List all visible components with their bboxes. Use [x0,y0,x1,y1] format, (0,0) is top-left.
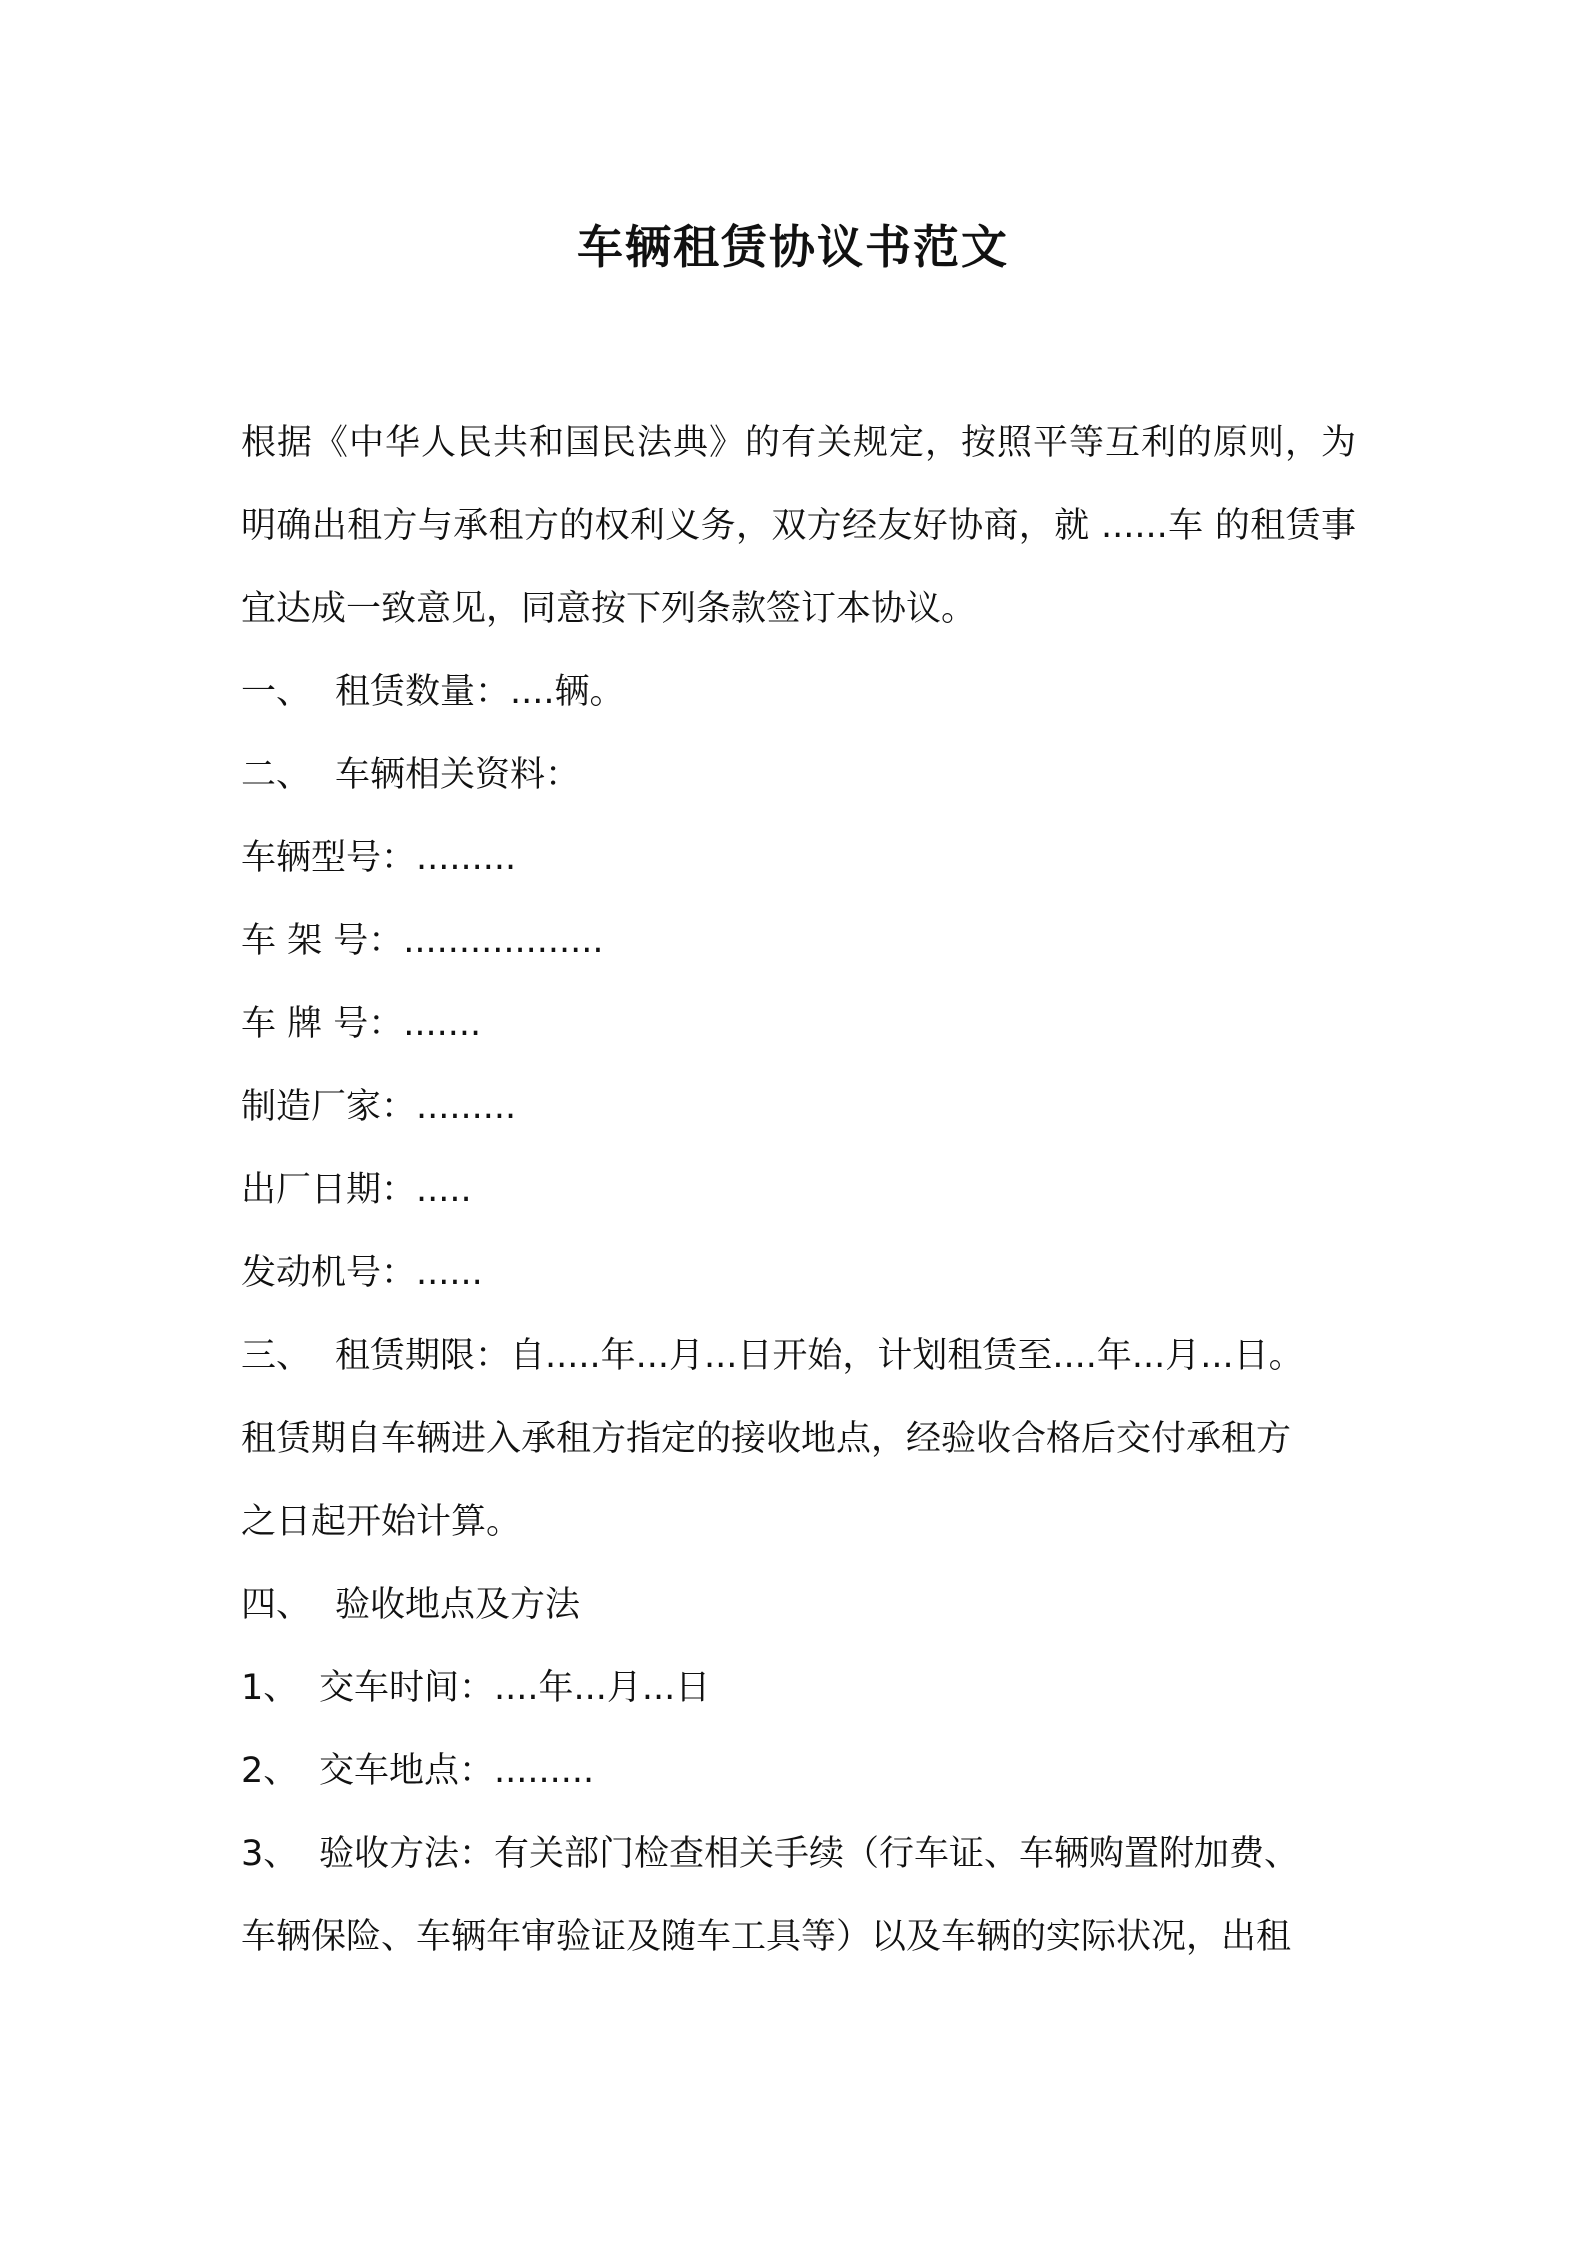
detail-frame-number: 车 架 号：.................. [241,921,604,961]
clause-text: 租赁期限：自.....年...月...日开始，计划租赁至....年...月...日。 [335,1336,1304,1376]
clause-text: 租赁数量：....辆。 [335,672,625,712]
clause-text: 验收地点及方法 [335,1585,581,1625]
document-title: 车辆租赁协议书范文 [577,220,1009,274]
clause-2 [241,734,1356,817]
item-number: 2、 [241,1751,299,1791]
detail-production-date: 出厂日期：..... [241,1170,472,1210]
document-body [241,402,1356,1979]
detail-plate-number: 车 牌 号：....... [241,1004,482,1044]
sub-item-3 [241,1813,1356,1896]
item-text: 交车时间：....年...月...日 [319,1668,711,1708]
item-text: 交车地点：......... [319,1751,595,1791]
item-number: 1、 [241,1668,299,1708]
clause-3 [241,1315,1356,1398]
sub-item-2 [241,1730,1356,1813]
sub-item-1 [241,1647,1356,1730]
clause-number: 三、 [241,1336,312,1376]
clause-text: 车辆相关资料： [335,755,581,795]
intro-paragraph: 根据《中华人民共和国民法典》的有关规定，按照平等互利的原则，为明确出租方与承租方的权利义务，双方经友好协商，就 ......车 的租赁事宜达成一致意见，同意按下列条款签订本协议。 [241,423,1356,629]
item-number: 3、 [241,1834,299,1874]
clause-number: 一、 [241,672,312,712]
clause-number: 二、 [241,755,312,795]
detail-vehicle-model: 车辆型号：......... [241,838,517,878]
clause-3-continuation: 租赁期自车辆进入承租方指定的接收地点，经验收合格后交付承租方 [241,1419,1292,1459]
clause-number: 四、 [241,1585,312,1625]
detail-manufacturer: 制造厂家：......... [241,1087,517,1127]
detail-engine-number: 发动机号：...... [241,1253,483,1293]
clause-3-continuation: 之日起开始计算。 [241,1502,522,1542]
item-text: 验收方法：有关部门检查相关手续（行车证、车辆购置附加费、 [319,1834,1300,1874]
sub-item-3-continuation: 车辆保险、车辆年审验证及随车工具等）以及车辆的实际状况，出租 [241,1917,1292,1957]
clause-4 [241,1564,1356,1647]
clause-1 [241,651,1356,734]
